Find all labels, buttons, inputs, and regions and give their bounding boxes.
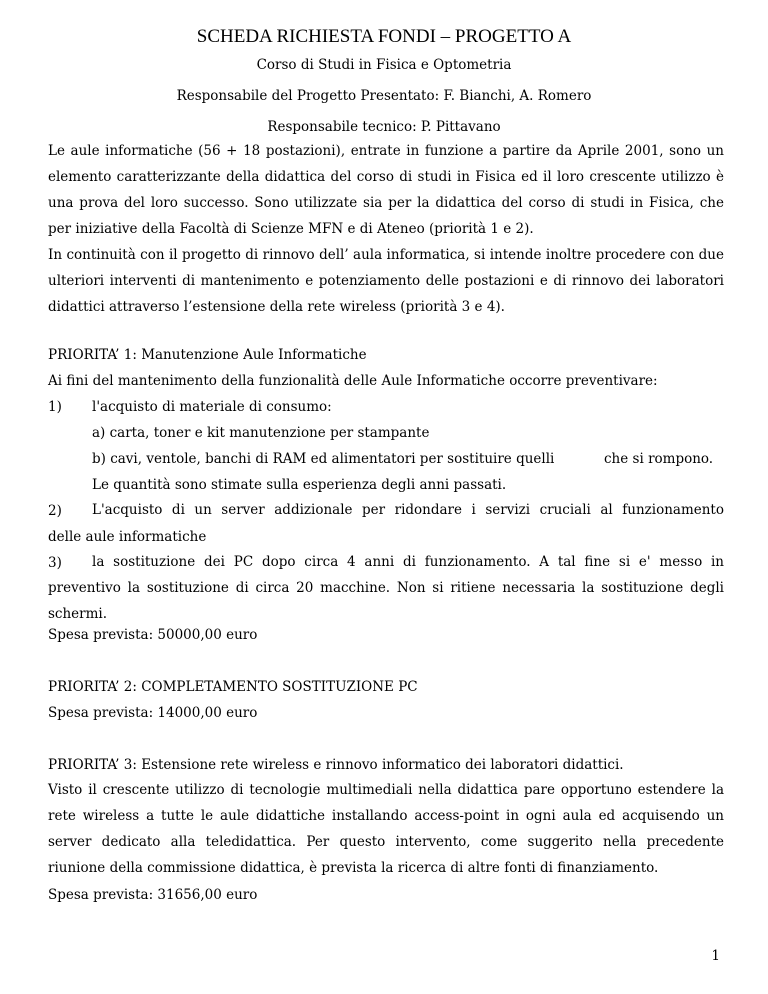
- intro-paragraph-1: Le aule informatiche (56 + 18 postazioni), entrate in funzione a partire da Aprile 2001, sono un elemento caratterizzante della didattica del corso di studi in Fisica ed il loro crescente utilizzo è una prova del loro successo. Sono utilizzate sia per la didattica del corso di studi in Fisica, che per iniziative della Facoltà di Scienze MFN e di Ateneo (priorità 1 e 2).: [48, 143, 724, 237]
- technical-lead: Responsabile tecnico: P. Pittavano: [267, 119, 501, 135]
- priority-1-cost: Spesa prevista: 50000,00 euro: [48, 627, 258, 643]
- item-1-sub-a: a) carta, toner e kit manutenzione per stampante: [92, 425, 430, 441]
- page-number: 1: [711, 948, 720, 964]
- item-2-line-1: L'acquisto di un server addizionale per ridondare i servizi cruciali al funzionamento: [92, 502, 724, 518]
- priority-1-heading: PRIORITA’ 1: Manutenzione Aule Informatiche: [48, 347, 367, 363]
- priority-2-cost: Spesa prevista: 14000,00 euro: [48, 705, 258, 721]
- item-number-2: 2): [48, 503, 62, 519]
- item-1-sub-b-continuation: che si rompono.: [604, 451, 714, 467]
- item-1-text: l'acquisto di materiale di consumo:: [92, 399, 332, 415]
- priority-1-intro: Ai fini del mantenimento della funzionalità delle Aule Informatiche occorre preventivare:: [48, 373, 658, 389]
- priority-2-heading: PRIORITA’ 2: COMPLETAMENTO SOSTITUZIONE PC: [48, 679, 418, 695]
- item-2-line-2: delle aule informatiche: [48, 529, 207, 545]
- priority-3-cost: Spesa prevista: 31656,00 euro: [48, 887, 258, 903]
- intro-paragraph-2: In continuità con il progetto di rinnovo dell’ aula informatica, si intende inoltre procedere con due ulteriori interventi di mantenimento e potenziamento delle postazioni e di rinnovo dei laboratori didattici attraverso l’estensione della rete wireless (priorità 3 e 4).: [48, 247, 724, 315]
- priority-3-heading: PRIORITA’ 3: Estensione rete wireless e rinnovo informatico dei laboratori didattici.: [48, 757, 624, 773]
- item-3-continuation: preventivo la sostituzione di circa 20 macchine. Non si ritiene necessaria la sostituzione degli schermi.: [48, 580, 724, 622]
- priority-3-paragraph: Visto il crescente utilizzo di tecnologie multimediali nella didattica pare opportuno estendere la rete wireless a tutte le aule didattiche installando access-point in ogni aula ed acquisendo un server dedicato alla teledidattica. Per questo intervento, come suggerito nella precedente riunione della commissione didattica, è prevista la ricerca di altre fonti di finanziamento.: [48, 782, 724, 876]
- project-leads: Responsabile del Progetto Presentato: F. Bianchi, A. Romero: [176, 88, 592, 104]
- course-name: Corso di Studi in Fisica e Optometria: [256, 57, 512, 73]
- document-title: SCHEDA RICHIESTA FONDI – PROGETTO A: [196, 26, 572, 47]
- item-1-note: Le quantità sono stimate sulla esperienza degli anni passati.: [92, 477, 507, 493]
- item-1-sub-b: b) cavi, ventole, banchi di RAM ed alimentatori per sostituire quelli: [92, 451, 555, 467]
- item-3-line-1: la sostituzione dei PC dopo circa 4 anni di funzionamento. A tal fine si e' messo in: [92, 554, 724, 570]
- item-number-3: 3): [48, 555, 62, 571]
- item-number-1: 1): [48, 399, 62, 415]
